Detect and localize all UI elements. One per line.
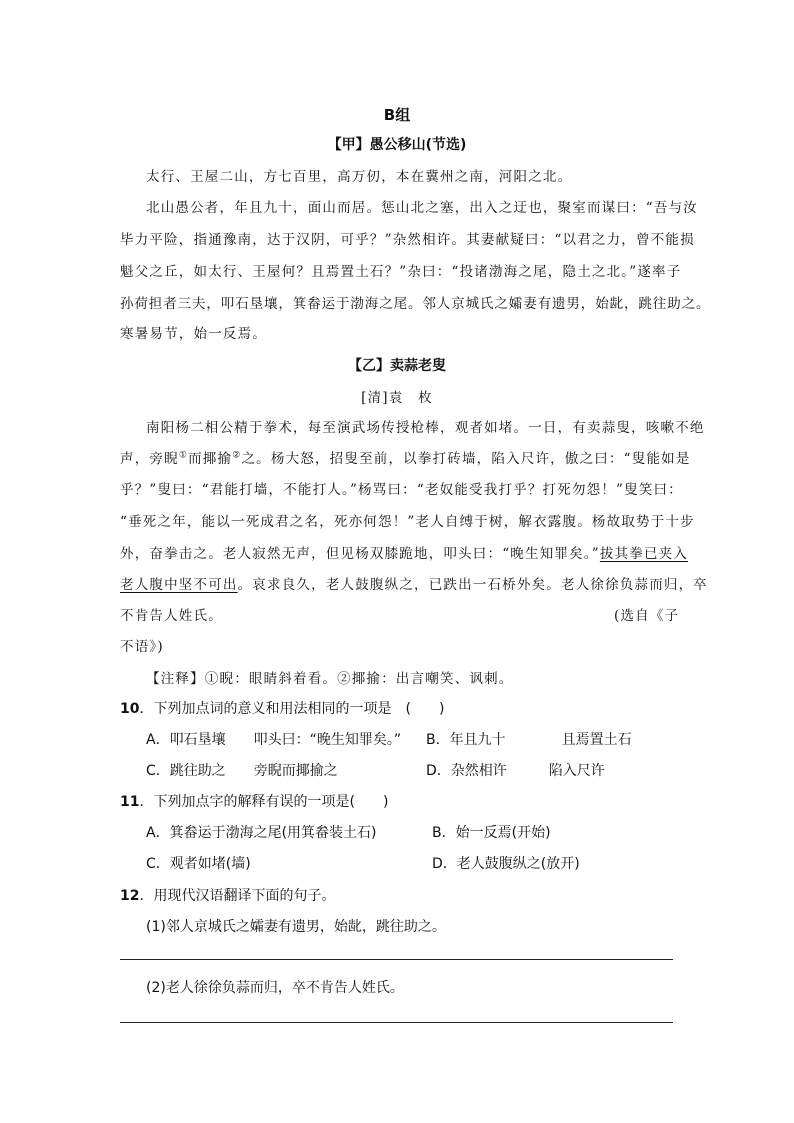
option-c[interactable]: C．观者如堵(墙) [146,856,251,872]
question-11-stem [120,791,388,811]
text-span: 之。杨大怒，招叟至前，以拳打砖墙，陷入尺许，傲之曰：“叟能如是 [241,451,691,467]
passage-b-line: “垂死之年，能以一死成君之名，死亦何怨！”老人自缚于树，解衣露腹。杨故取势于十步 [120,514,695,530]
translate-sentence-2: (2)老人徐徐负蒜而归，卒不肯告人姓氏。 [146,980,404,996]
option-b[interactable]: B．始一反焉(开始) [432,825,551,841]
passage-b-line: 乎？”叟曰：“君能打墙，不能打人。”杨骂曰：“老奴能受我打乎？打死勿怨！”叟笑曰： [120,482,683,498]
text-span: 。哀求良久，老人鼓腹纵之，已跌出一石桥外矣。老人徐徐负蒜而归，卒 [237,577,709,593]
source-citation: (选自《子 [614,608,680,624]
answer-line[interactable] [120,959,673,960]
passage-a-title: 【甲】愚公移山(节选) [327,137,467,153]
passage-b-line: 南阳杨二相公精于拳术，每至演武场传授枪棒，观者如堵。一日，有卖蒜叟，咳嗽不绝 [146,420,705,436]
passage-a-line: 寒暑易节，始一反焉。 [120,326,267,342]
text-span: 而揶揄 [188,451,233,467]
passage-a-line: 太行、王屋二山，方七百里，高万仞，本在冀州之南，河阳之北。 [146,169,573,185]
passage-b-title: 【乙】卖蒜老叟 [348,358,446,374]
group-title: B组 [383,106,411,124]
passage-b-author: [清]袁 枚 [361,390,433,406]
question-number: 11 [120,794,140,810]
footnote-marker-1: ① [178,450,189,461]
question-text: ．下列加点字的解释有误的一项是( ) [139,794,389,810]
passage-a-line: 孙荷担者三夫，叩石垦壤，箕畚运于渤海之尾。邻人京城氏之孀妻有遗男，始龀，跳往助之。 [120,296,711,312]
option-a[interactable]: A．箕畚运于渤海之尾(用箕畚装土石) [146,825,377,841]
question-text: ．用现代汉语翻译下面的句子。 [139,888,336,904]
text-span: 外，奋拳击之。老人寂然无声，但见杨双膝跪地，叩头曰：“晚生知罪矣。” [120,546,600,562]
source-citation: 不语》) [120,639,164,655]
passage-a-line: 北山愚公者，年且九十，面山而居。惩山北之塞，出入之迂也，聚室而谋曰：“吾与汝 [146,200,699,216]
translate-sentence-1: (1)邻人京城氏之孀妻有遗男，始龀，跳往助之。 [146,919,446,935]
passage-b-line: 不肯告人姓氏。 [120,608,223,624]
question-12-stem [120,885,335,905]
question-number: 12 [120,888,140,904]
question-text: ．下列加点词的意义和用法相同的一项是 ( ) [139,701,445,717]
annotation-notes: 【注释】①睨：眼睛斜着看。②揶揄：出言嘲笑、讽刺。 [146,671,514,687]
option-c[interactable]: C．跳往助之 旁睨而揶揄之 [146,763,338,779]
passage-a-line: 毕力平险，指通豫南，达于汉阴，可乎？”杂然相许。其妻献疑曰：“以君之力，曾不能损 [120,232,695,248]
option-d[interactable]: D．杂然相许 陷入尺许 [426,763,605,779]
passage-b-line [120,447,691,467]
underlined-sentence: 拔其拳已夹入 [599,546,689,562]
passage-b-line [120,573,708,593]
footnote-marker-2: ② [232,450,242,461]
option-d[interactable]: D．老人鼓腹纵之(放开) [432,856,580,872]
option-a[interactable]: A．叩石垦壤 叩头曰：“晚生知罪矣。” [146,732,402,748]
answer-line[interactable] [120,1022,673,1023]
underlined-sentence: 老人腹中坚不可出 [120,577,238,593]
question-number: 10 [120,701,140,717]
option-b[interactable]: B．年且九十 且焉置土石 [426,732,632,748]
passage-a-line: 魁父之丘，如太行、王屋何？且焉置土石？”杂曰：“投诸渤海之尾，隐土之北。”遂率子 [120,264,682,280]
text-span: 声，旁睨 [120,451,179,467]
question-10-stem [120,698,444,718]
passage-b-line [120,542,688,562]
